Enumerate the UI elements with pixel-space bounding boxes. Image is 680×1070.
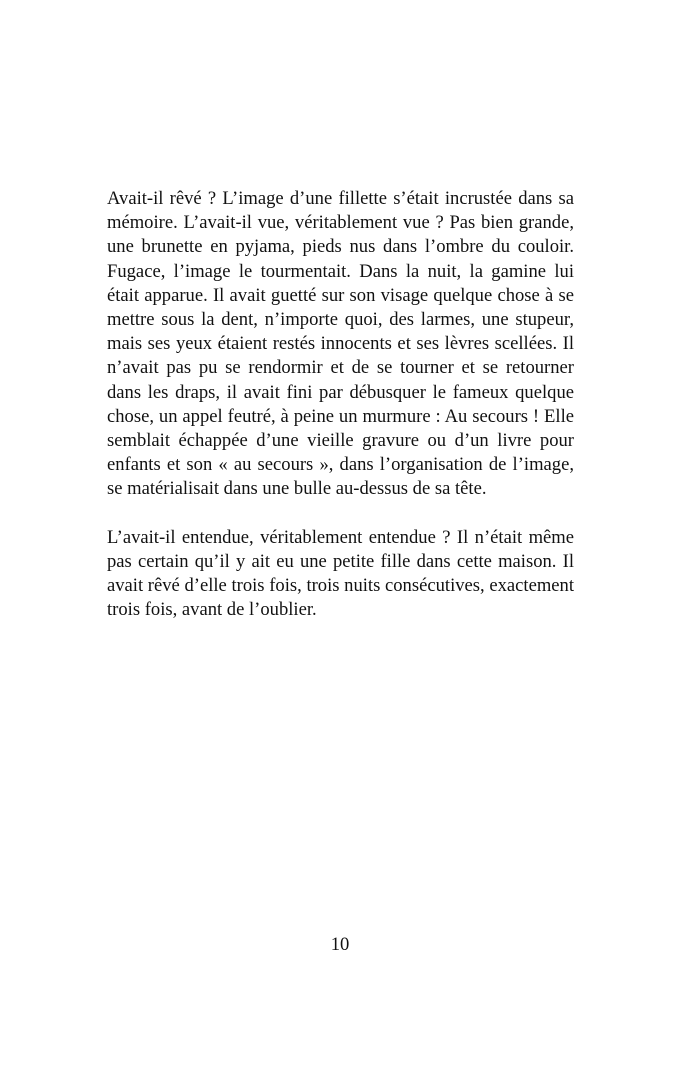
- page-number: 10: [330, 934, 350, 955]
- body-text: [107, 187, 574, 623]
- paragraph-2: L’avait-il entendue, véritablement entendue ? Il n’était même pas certain qu’il y ait eu une petite fille dans cette maison. Il avait rêvé d’elle trois fois, trois nuits consécutives, exactement trois fois, avant de l’oublier.: [107, 526, 574, 621]
- paragraph-1: Avait-il rêvé ? L’image d’une fillette s’était incrustée dans sa mémoire. L’avait-il vue, véritablement vue ? Pas bien grande, une brunette en pyjama, pieds nus dans l’ombre du couloir. Fugace, l’image le tourmentait. Dans la nuit, la gamine lui était apparue. Il avait guetté sur son visage quelque chose à se mettre sous la dent, n’importe quoi, des larmes, une stupeur, mais ses yeux étaient restés innocents et ses lèvres scellées. Il n’avait pas pu se rendormir et de se tourner et se retourner dans les draps, il avait fini par débusquer le fameux quelque chose, un appel feutré, à peine un murmure : Au secours ! Elle semblait échappée d’une vieille gravure ou d’un livre pour enfants et son « au secours », dans l’organisation de l’image, se matérialisait dans une bulle au-dessus de sa tête.: [107, 188, 574, 500]
